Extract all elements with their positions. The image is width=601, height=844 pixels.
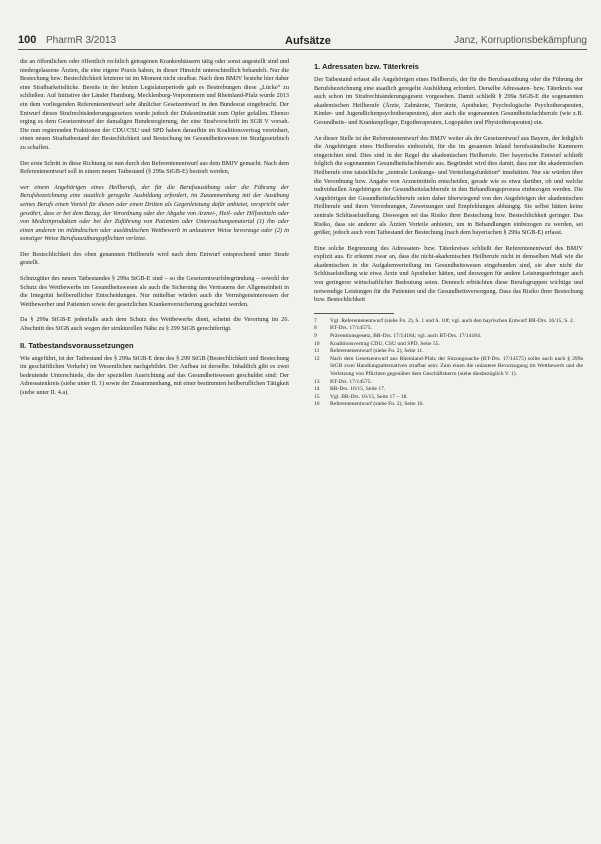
footnote	[314, 325, 583, 333]
page-number: 100	[18, 34, 37, 46]
footnote	[314, 386, 583, 394]
paragraph: An dieser Stelle ist der Referentenentwurf des BMJV weiter als der Gesetzentwurf aus Bayern, der lediglich die Angehörigen eines Heilberufes einbezieht, für die im gesamten Inland berufsständische Kammern eingerichtet sind. Dies sind in der Regel die akademischen Heilberufe. Der bayerische Entwurf schließt folglich die sogenannten Gesundheitsfachberufe aus. Begründet wird dies damit, dass nur die akademischen Heilberufe eine tatsächliche „zentrale Lenkungs- und Verteilungsfunktion“ innehätten. Nur sie würden über die Verordnung bzw. Angabe von Arzneimitteln entscheiden, gerade wie es etwa darüber, ob und welche individuellen Angehörigen der Gesundheitsfachberufe in den Behandlungsprozess einbezogen werden. Die Angehörigen der Gesundheitsfachberufe seien daher überwiegend von den Angehörigen der akademischen Heilberufe und ihren Verordnungen, Zuweisungen und Empfehlungen abhängig. Sie selbst hätten keine zentrale Schlüsselstellung. Deswegen sei das Risiko ihrer Bestechung bzw. Bestechlichkeit geringer. Das Risiko, dass sie anderer als Ärzten Vorteile anbieten, um in Behandlungen einbezogen zu werden, sei größer, jedoch auch vom Tatbestand der Bestechung (nach dem bayerischen § 299a StGB-E) erfasst.	[314, 134, 583, 237]
paragraph: Der erste Schritt in diese Richtung ist nun durch den Referentenentwurf aus dem BMJV gemacht. Nach dem Referentenentwurf soll in einem neuen Tatbestand (§ 299a StGB-E) bestraft werden,	[20, 159, 289, 176]
footnote-number: 9	[314, 333, 317, 340]
paragraph: Der Bestechlichkeit des oben genannten Heilberufe wird nach dem Entwurf entsprechend unter Strafe gestellt.	[20, 250, 289, 267]
statute-quote: wer einem Angehörigen eines Heilberufs, der für die Berufsausübung oder die Führung der Berufsbezeichnung eine staatlich geregelte Ausbildung erfordert, im Zusammenhang mit der Ausübung seines Berufs einen Vorteil für diesen oder einen Dritten als Gegenleistung dafür anbietet, verspricht oder gewährt, dass er bei dem Bezug, der Verordnung oder der Abgabe von Arznei-, Heil- oder Hilfsmitteln oder von Medizinprodukten oder bei der Zuführung von Patienten oder Untersuchungsmaterial (1) ihn oder einen anderen im inländischen oder ausländischen Wettbewerb in unlauterer Weise bevorzuge oder (2) in sonstiger Weise Berufsausübungspflichten verletze.	[20, 183, 289, 243]
footnote	[314, 348, 583, 356]
footnote	[314, 333, 583, 341]
footnote	[314, 379, 583, 387]
footnote-number: 15	[314, 393, 320, 400]
footnote-text: Vgl. BR-Drs. 16/15, Seite 17 – 18.	[330, 393, 408, 400]
footnote-text: Präventionsgesetz, BR-Drs. 17/14184; vgl. auch BT-Drs. 17/14184.	[330, 333, 482, 340]
paragraph: Da § 299a StGB-E jedenfalls auch dem Schutz des Wettbewerbs dient, scheint die Verortung im 26. Abschnitt des StGB auch wegen der strukturellen Nähe zu § 299 StGB gerechtfertigt.	[20, 316, 289, 333]
section-heading: II. Tatbestandsvoraussetzungen	[20, 340, 134, 350]
paragraph: Der Tatbestand erfasst alle Angehörigen eines Heilberufs, der für die Berufsausübung oder die Führung der Berufsbezeichnung eine staatlich geregelte Ausbildung erfordert. Derselbe Adressaten- bzw. Täterkreis war auch schon im Strafrechtsänderungsgesetz vorgesehen. Damit schließt § 299a StGB-E die sogenannten akademischen Heilberufe (Ärzte, Zahnärzte, Tierärzte, Apotheker, Psychologische Psychotherapeuten, Kinder- und Jugendlichenpsychotherapeuten), aber auch die sogenannten Gesundheitsfachberufe (wie z.B. Gesundheits- und Krankenpfleger, Ergotherapeuten, Logopäden und Physiotherapeuten) ein.	[314, 76, 583, 126]
footnote-number: 7	[314, 317, 317, 324]
paragraph: Schutzgüter des neuen Tatbestandes § 299a StGB-E sind – so die Gesetzentwurfsbegründung – sowohl der Schutz des Wettbewerbs im Gesundheitswesen als auch die Sicherung des Vertrauens der Allgemeinheit in die Integrität heilberuflicher Entscheidungen. Nur mittelbar würden auch die Vermögensinteressen der Wettbewerber und Patienten sowie der gesetzlichen Krankenversicherung geschützt werden.	[20, 275, 289, 308]
subsection-heading: 1. Adressaten bzw. Täterkreis	[314, 62, 419, 71]
footnote-text: Vgl. Referentenentwurf (siehe Fn. 2), S. 1 und S. 10f; vgl. auch den bayrischen Entwurf BR-Drs. 16/15, S. 2.	[330, 317, 575, 324]
footnotes	[314, 318, 583, 409]
section-title: Aufsätze	[285, 35, 331, 47]
footnote-text: BR-Drs. 16/15, Seite 17.	[330, 386, 386, 393]
footnote	[314, 356, 583, 379]
footnote-text: Referentenentwurf (siehe Fn. 2), Seite 11.	[330, 348, 424, 355]
footnote-number: 11	[314, 348, 320, 355]
footnote	[314, 401, 583, 409]
left-column	[20, 58, 289, 405]
footnote	[314, 318, 583, 326]
footnote-text: BT-Drs. 17/14575.	[330, 325, 372, 332]
footnote-text: Koalitionsvertrag CDU, CSU und SPD, Seite 55.	[330, 340, 440, 347]
running-head-author: Janz, Korruptionsbekämpfung	[454, 35, 587, 46]
footnote-text: Referentenentwurf (siehe Fn. 2), Seite 16.	[330, 401, 424, 408]
footnote-number: 14	[314, 386, 320, 393]
paragraph: Eine solche Begrenzung des Adressaten- bzw. Täterkreises schließt der Referentenentwurf des BMJV explizit aus. Er erkennt zwar an, dass die nicht-akademischen Heilberufe nicht in demselben Maß wie die akademischen in die Aufgabenverteilung im Gesundheitswesen eingebunden sind, sie aber nicht die Schlüsselstellung wie etwa Ärzte und Apotheker hätten, und deswegen für andere Leistungserbringer auch von geringerer wirtschaftlicher Bedeutung seien. Dennoch erbrächten diese Berufsgruppen wichtige und notwendige Leistungen für die Patienten und die Gesundheitsversorgung. Dass das Risiko ihrer Bestechung bzw. Bestechlichkeit	[314, 244, 583, 304]
paragraph: die an öffentlichen oder öffentlich rechtlich getragenen Krankenhäusern tätig oder sonst angestellt sind und niedergelassene Ärzten, die eine eigene Praxis haben, in dieser Hinsicht unterschiedlich behandelt. Nur die Bestechung bzw. Bestechlichkeit letzterer ist im Moment nicht strafbar. Nach dem BMJV bestehe hier daher eine Strafbarkeitslücke. Bereits in der letzten Legislaturperiode gab es Bestrebungen diese „Lücke“ zu schließen: Auf Initiative der Länder Hamburg, Mecklenburg-Vorpommern und Rheinland-Pfalz wurde 2013 ein dem vorliegenden Referentenentwurf sehr ähnlicher Gesetzentwurf in den Bundesrat eingebracht. Der Entwurf dieses Strafrechtsänderungsgesetzes wurde jedoch der Diskontinuität zum Opfer gefallen. Ebenso erging es dem Gesetzentwurf der damaligen Bundesregierung, der eine Strafvorschrift im SGB V vorsah. Die nun regierenden Fraktionen der CDU/CSU und SPD haben daraufhin im Koalitionsvertrag vereinbart, einen neuen Straftatbestand der Bestechlichkeit und Bestechung im Gesundheitswesen im Strafgesetzbuch zu schaffen.	[20, 58, 289, 151]
footnote-text: Nach dem Gesetzentwurf aus Rheinland-Pfalz der Sitzungssache (BT-Drs. 17/14575) sollte auch nach § 299a StGB zwei Handlungsalternativen strafbar sein: Zum einen die unlautere Bevorzugung im Wettbewerb und die Verletzung von Pflichten gegenüber dem Geschäftsherrn (siehe diesbezüglich V. 1).	[330, 355, 583, 377]
footnote-text: BT-Drs. 17/14575.	[330, 378, 372, 385]
footnote-number: 8	[314, 325, 317, 332]
paragraph: Wie angeführt, ist der Tatbestand des § 299a StGB-E dem des § 299 StGB (Bestechlichkeit und Bestechung im geschäftlichen Verkehr) im Wesentlichen nachgebildet. Der Aufbau ist derselbe. Inhaltlich gibt es zwei bedeutende Unterschiede, die der speziellen Ausrichtung auf das Gesundheitswesen geschuldet sind: Der Adressatenkreis (siehe unter II. 1) sowie der Zusammenhang, mit einer bestimmten heilberuflichen Tätigkeit (siehe unter II. 4.a).	[20, 354, 289, 396]
footnote-rule	[314, 313, 394, 314]
right-column	[314, 58, 583, 409]
footnote-number: 10	[314, 340, 320, 347]
page-header	[0, 0, 601, 50]
footnote-number: 12	[314, 355, 320, 362]
footnote-number: 13	[314, 378, 320, 385]
journal-issue: PharmR 3/2013	[46, 35, 117, 46]
footnote-number: 16	[314, 401, 320, 408]
header-rule	[18, 49, 587, 50]
